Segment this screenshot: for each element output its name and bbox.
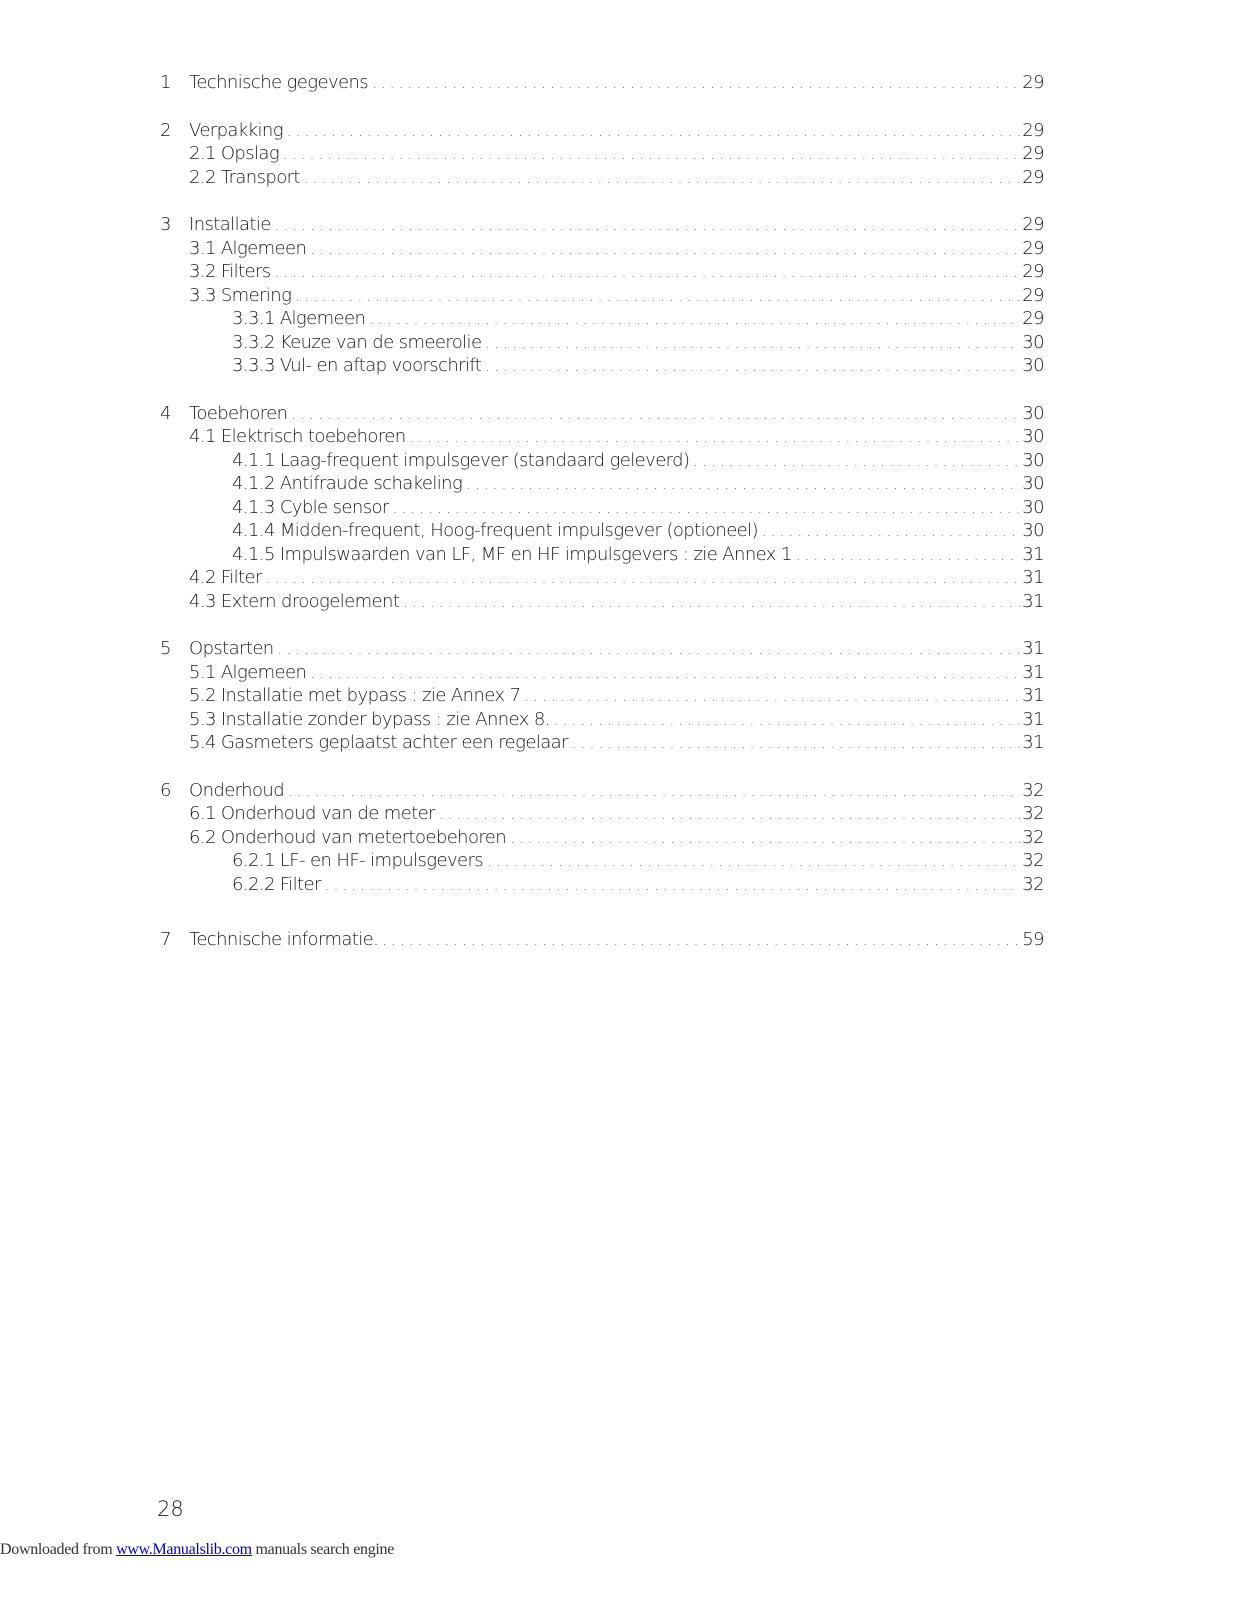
page-number: 28	[157, 1497, 184, 1521]
toc-entry-page: 31	[1022, 732, 1044, 753]
toc-entry-title: Toebehoren	[189, 402, 288, 424]
toc-entry-title: Algemeen	[279, 308, 366, 329]
download-footer	[0, 1541, 394, 1559]
toc-entry-number: 1	[160, 72, 171, 93]
toc-entry-number: 5.3	[189, 708, 216, 730]
toc-entry-number: 6.2	[189, 826, 216, 848]
toc-entry[interactable]	[160, 708, 1044, 732]
toc-entry-page: 29	[1022, 72, 1044, 93]
toc-entry[interactable]	[160, 519, 1044, 543]
toc-entry[interactable]	[160, 119, 1044, 143]
toc-dot-leader	[287, 121, 1020, 145]
toc-entry-page: 29	[1022, 284, 1044, 306]
toc-entry[interactable]	[160, 928, 1044, 952]
toc-entry[interactable]	[160, 472, 1044, 496]
toc-entry[interactable]	[160, 142, 1044, 166]
toc-entry[interactable]	[160, 590, 1044, 614]
toc-dot-leader	[275, 215, 1021, 239]
toc-entry-title: Midden-frequent, Hoog-frequent impulsgever (optioneel)	[279, 520, 758, 541]
toc-dot-leader	[554, 710, 1020, 734]
toc-entry-number: 2.1	[189, 143, 216, 164]
toc-dot-leader	[288, 781, 1020, 805]
toc-entry-title: Technische gegevens	[189, 72, 369, 93]
toc-entry-number: 4.1.3	[232, 496, 275, 518]
toc-entry-number: 2.2	[189, 166, 216, 188]
toc-entry-title: Verpakking	[189, 119, 283, 141]
toc-dot-leader	[393, 498, 1021, 522]
toc-entry-number: 7	[160, 929, 171, 950]
toc-entry-page: 31	[1022, 590, 1044, 612]
toc-entry-number: 4.1	[189, 426, 216, 447]
toc-dot-leader	[524, 686, 1020, 710]
toc-entry-number: 3.3	[189, 284, 216, 306]
toc-entry-number: 5	[160, 638, 171, 659]
toc-entry-number: 6.1	[189, 803, 216, 824]
toc-entry-page: 30	[1022, 331, 1044, 353]
toc-entry-page: 31	[1022, 638, 1044, 659]
toc-entry[interactable]	[160, 661, 1044, 685]
toc-entry-title: Algemeen	[220, 661, 307, 683]
toc-entry-page: 29	[1022, 261, 1044, 282]
table-of-contents	[160, 71, 1044, 976]
toc-section	[160, 213, 1044, 378]
toc-entry[interactable]	[160, 849, 1044, 873]
toc-entry-page: 29	[1022, 166, 1044, 188]
toc-entry-title: Transport	[220, 166, 300, 188]
toc-dot-leader	[283, 144, 1020, 168]
toc-entry-page: 29	[1022, 308, 1044, 329]
toc-entry-page: 32	[1022, 779, 1044, 801]
toc-entry-title: Impulswaarden van LF, MF en HF impulsgevers : zie Annex 1	[279, 543, 792, 565]
toc-entry-title: Cyble sensor	[279, 496, 389, 518]
toc-entry-page: 30	[1022, 520, 1044, 541]
toc-entry-page: 31	[1022, 685, 1044, 706]
toc-entry-page: 32	[1022, 826, 1044, 848]
toc-entry-page: 31	[1022, 543, 1044, 565]
toc-entry-number: 3.3.3	[232, 355, 275, 376]
toc-dot-leader	[325, 875, 1020, 899]
toc-dot-leader	[410, 427, 1021, 451]
toc-entry[interactable]	[160, 826, 1044, 850]
toc-entry[interactable]	[160, 402, 1044, 426]
toc-entry-page: 32	[1022, 850, 1044, 871]
toc-dot-leader	[310, 239, 1020, 263]
toc-entry-title: Installatie zonder bypass : zie Annex 8.	[220, 708, 550, 730]
toc-entry[interactable]	[160, 354, 1044, 378]
toc-entry[interactable]	[160, 284, 1044, 308]
footer-suffix: manuals search engine	[251, 1541, 395, 1558]
toc-entry-page: 30	[1022, 402, 1044, 424]
toc-entry-title: Smering	[220, 284, 292, 306]
toc-entry-number: 3.3.1	[232, 308, 275, 329]
toc-entry-title: LF- en HF- impulsgevers	[279, 850, 484, 871]
toc-entry-number: 4.1.4	[232, 520, 275, 541]
toc-entry[interactable]	[160, 260, 1044, 284]
toc-entry-title: Antifraude schakeling	[279, 473, 463, 494]
toc-entry[interactable]	[160, 331, 1044, 355]
toc-entry-title: Technische informatie.	[189, 929, 379, 950]
toc-entry[interactable]	[160, 213, 1044, 237]
manualslib-link[interactable]: www.Manualslib.com	[116, 1541, 252, 1558]
toc-entry-number: 6.2.1	[232, 850, 275, 871]
toc-entry[interactable]	[160, 425, 1044, 449]
toc-section	[160, 402, 1044, 614]
toc-entry-page: 29	[1022, 214, 1044, 235]
toc-dot-leader	[266, 568, 1020, 592]
toc-entry[interactable]	[160, 731, 1044, 755]
toc-entry-number: 3.2	[189, 261, 216, 282]
toc-dot-leader	[762, 521, 1020, 545]
toc-entry[interactable]	[160, 802, 1044, 826]
toc-entry[interactable]	[160, 543, 1044, 567]
toc-entry[interactable]	[160, 873, 1044, 897]
toc-dot-leader	[466, 474, 1020, 498]
toc-entry-title: Installatie	[189, 214, 271, 235]
toc-entry-page: 32	[1022, 803, 1044, 824]
toc-entry-title: Filter	[220, 567, 262, 588]
toc-dot-leader	[403, 592, 1020, 616]
toc-entry-number: 5.4	[189, 732, 216, 753]
toc-entry[interactable]	[160, 779, 1044, 803]
toc-entry-number: 3	[160, 214, 171, 235]
toc-entry-page: 29	[1022, 143, 1044, 164]
toc-dot-leader	[291, 404, 1020, 428]
toc-dot-leader	[372, 73, 1020, 97]
toc-entry-page: 31	[1022, 567, 1044, 588]
toc-entry-page: 29	[1022, 119, 1044, 141]
toc-entry-number: 2	[160, 119, 171, 141]
toc-dot-leader	[369, 309, 1020, 333]
toc-entry-number: 4.1.2	[232, 473, 275, 494]
toc-dot-leader	[487, 851, 1020, 875]
toc-entry[interactable]	[160, 237, 1044, 261]
toc-dot-leader	[693, 451, 1020, 475]
toc-entry[interactable]	[160, 449, 1044, 473]
toc-entry-title: Extern droogelement	[220, 590, 400, 612]
toc-entry-title: Opslag	[220, 143, 280, 164]
toc-entry-title: Opstarten	[189, 638, 274, 659]
toc-entry[interactable]	[160, 637, 1044, 661]
toc-entry[interactable]	[160, 566, 1044, 590]
toc-dot-leader	[485, 356, 1020, 380]
toc-entry[interactable]	[160, 307, 1044, 331]
toc-entry-number: 5.1	[189, 661, 216, 683]
toc-entry-title: Filters	[220, 261, 271, 282]
toc-entry-title: Vul- en aftap voorschrift	[279, 355, 482, 376]
toc-entry-page: 30	[1022, 449, 1044, 471]
toc-entry[interactable]	[160, 496, 1044, 520]
toc-dot-leader	[278, 639, 1021, 663]
toc-section	[160, 779, 1044, 897]
toc-entry-title: Filter	[279, 873, 321, 895]
toc-dot-leader	[572, 733, 1020, 757]
toc-entry[interactable]	[160, 684, 1044, 708]
toc-dot-leader	[304, 168, 1020, 192]
toc-section	[160, 928, 1044, 952]
toc-entry-title: Keuze van de smeerolie	[279, 331, 482, 353]
toc-entry-number: 4.2	[189, 567, 216, 588]
toc-entry-number: 4	[160, 402, 171, 424]
toc-dot-leader	[796, 545, 1020, 569]
toc-entry-title: Onderhoud	[189, 779, 285, 801]
toc-entry-number: 3.3.2	[232, 331, 275, 353]
toc-entry-page: 30	[1022, 496, 1044, 518]
toc-dot-leader	[510, 828, 1020, 852]
toc-entry-title: Onderhoud van de meter	[220, 803, 435, 824]
toc-dot-leader	[310, 663, 1020, 687]
toc-entry-page: 30	[1022, 355, 1044, 376]
toc-entry-title: Algemeen	[220, 237, 307, 259]
footer-prefix: Downloaded from	[0, 1541, 117, 1558]
toc-entry-page: 59	[1022, 929, 1044, 950]
toc-section	[160, 637, 1044, 755]
toc-entry-title: Onderhoud van metertoebehoren	[220, 826, 507, 848]
toc-entry-number: 6.2.2	[232, 873, 275, 895]
toc-section	[160, 119, 1044, 190]
toc-entry-title: Laag-frequent impulsgever (standaard geleverd)	[279, 449, 690, 471]
toc-entry-number: 4.1.1	[232, 449, 275, 471]
toc-entry-page: 31	[1022, 661, 1044, 683]
toc-section	[160, 71, 1044, 95]
toc-entry-page: 29	[1022, 237, 1044, 259]
toc-entry-page: 30	[1022, 426, 1044, 447]
toc-dot-leader	[439, 804, 1020, 828]
toc-entry[interactable]	[160, 166, 1044, 190]
toc-entry-number: 4.1.5	[232, 543, 275, 565]
toc-entry-number: 6	[160, 779, 171, 801]
toc-entry[interactable]	[160, 71, 1044, 95]
toc-entry-number: 5.2	[189, 685, 216, 706]
toc-dot-leader	[382, 930, 1020, 954]
toc-entry-page: 32	[1022, 873, 1044, 895]
toc-entry-title: Installatie met bypass : zie Annex 7	[220, 685, 521, 706]
toc-entry-title: Elektrisch toebehoren	[220, 426, 406, 447]
toc-dot-leader	[275, 262, 1021, 286]
toc-entry-page: 30	[1022, 473, 1044, 494]
toc-dot-leader	[295, 286, 1020, 310]
toc-entry-number: 3.1	[189, 237, 216, 259]
toc-dot-leader	[485, 333, 1020, 357]
toc-entry-page: 31	[1022, 708, 1044, 730]
toc-entry-title: Gasmeters geplaatst achter een regelaar	[220, 732, 568, 753]
toc-entry-number: 4.3	[189, 590, 216, 612]
